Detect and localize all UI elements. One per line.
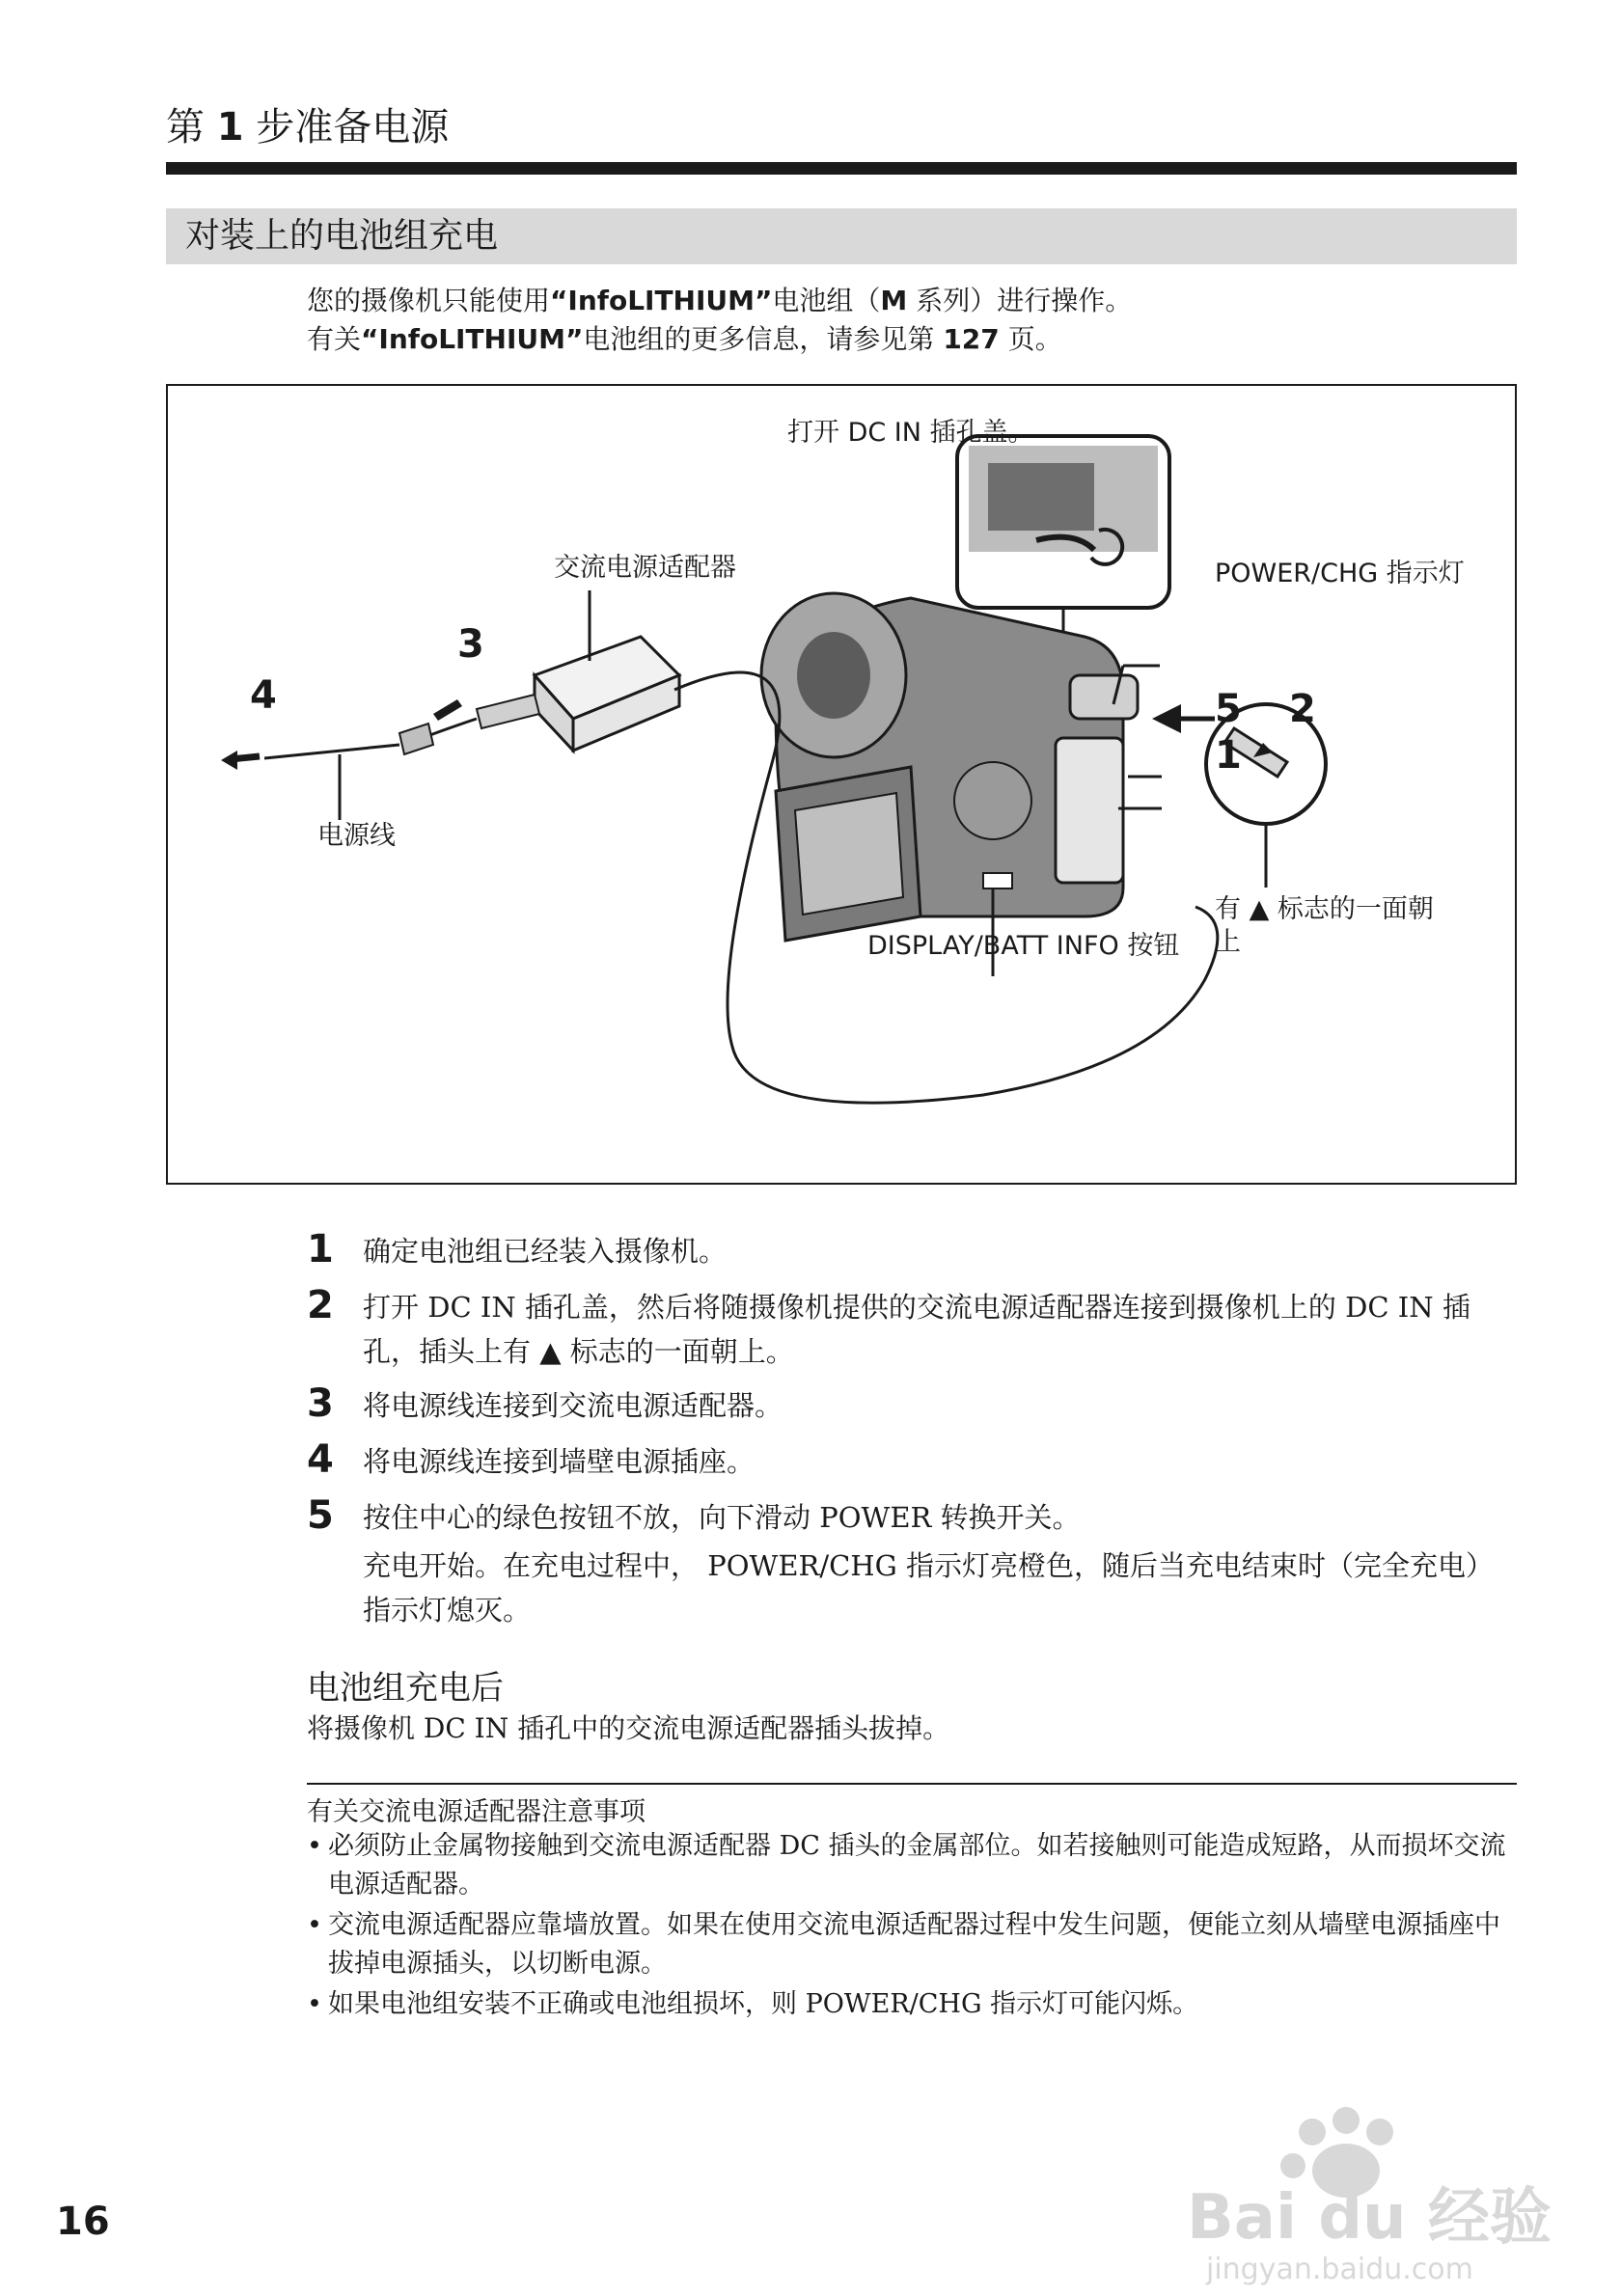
label-mark-up: 有 ▲ 标志的一面朝上 bbox=[1215, 894, 1434, 957]
step-number: 1 bbox=[307, 1227, 334, 1271]
label-power-chg: POWER/CHG 指示灯 bbox=[1215, 559, 1465, 588]
label-ac-adapter: 交流电源适配器 bbox=[554, 553, 736, 583]
section-title: 对装上的电池组充电 bbox=[185, 216, 499, 256]
step-text: 打开 DC IN 插孔盖，然后将随摄像机提供的交流电源适配器连接到摄像机上的 DC IN 插孔，插头上有 ▲ 标志的一面朝上。 bbox=[363, 1291, 1470, 1368]
paw-logo-icon bbox=[1148, 2093, 1553, 2286]
step-number: 2 bbox=[307, 1283, 334, 1327]
step-number: 3 bbox=[307, 1381, 334, 1426]
intro-text: 电池组的更多信息，请参见第 bbox=[583, 323, 935, 355]
step-number: 5 bbox=[307, 1493, 334, 1538]
notes-rule bbox=[307, 1783, 1517, 1785]
intro-text: 系列）进行操作。 bbox=[916, 285, 1133, 316]
watermark-url: jingyan.baidu.com bbox=[1206, 2253, 1473, 2286]
after-charge-heading: 电池组充电后 bbox=[307, 1669, 504, 1708]
header-rule bbox=[166, 162, 1517, 175]
intro-brand: “InfoLITHIUM” bbox=[361, 323, 584, 355]
chapter-text: 步准备电源 bbox=[256, 105, 450, 150]
camcorder-illustration bbox=[761, 593, 1162, 976]
intro-text: 有关 bbox=[307, 323, 362, 355]
intro-text: 您的摄像机只能使用 bbox=[307, 285, 551, 316]
chapter-number: 1 bbox=[216, 105, 244, 150]
connection-diagram bbox=[168, 386, 1515, 1183]
intro-line-1 bbox=[307, 280, 1132, 318]
intro-text: 电池组（ bbox=[772, 285, 881, 316]
note-item: • 必须防止金属物接触到交流电源适配器 DC 插头的金属部位。如若接触则可能造成短路，从而损坏交流电源适配器。 bbox=[307, 1827, 1517, 1904]
label-display-batt-info: DISPLAY/BATT INFO 按钮 bbox=[867, 931, 1180, 961]
intro-brand: “InfoLITHIUM” bbox=[550, 285, 773, 316]
dc-plug-closeup bbox=[1152, 704, 1326, 888]
step-detail: 充电开始。在充电过程中， POWER/CHG 指示灯亮橙色，随后当充电结束时（完全充电）指示灯熄灭。 bbox=[363, 1549, 1494, 1626]
step-text: 将电源线连接到墙壁电源插座。 bbox=[363, 1445, 756, 1478]
label-power-cord: 电源线 bbox=[317, 821, 396, 851]
intro-page-ref: 127 bbox=[943, 323, 1000, 355]
intro-series: M bbox=[880, 285, 908, 316]
note-item: • 如果电池组安装不正确或电池组损坏，则 POWER/CHG 指示灯可能闪烁。 bbox=[307, 1985, 1517, 2024]
figure-box bbox=[166, 384, 1517, 1185]
callout-1: 1 bbox=[1215, 733, 1242, 778]
chapter-title bbox=[166, 96, 449, 151]
intro-line-2 bbox=[307, 318, 1062, 357]
watermark-brand: Bai du 经验 bbox=[1187, 2182, 1552, 2254]
after-charge-text: 将摄像机 DC IN 插孔中的交流电源适配器插头拔掉。 bbox=[307, 1712, 950, 1744]
callout-4: 4 bbox=[250, 673, 277, 718]
step-number: 4 bbox=[307, 1437, 334, 1482]
callout-2: 2 bbox=[1289, 687, 1316, 731]
note-item: • 交流电源适配器应靠墙放置。如果在使用交流电源适配器过程中发生问题，便能立刻从墙壁电源插座中拔掉电源插头，以切断电源。 bbox=[307, 1906, 1517, 1983]
step-text: 按住中心的绿色按钮不放，向下滑动 POWER 转换开关。 bbox=[363, 1501, 1081, 1534]
step-text: 确定电池组已经装入摄像机。 bbox=[363, 1235, 728, 1268]
label-dc-in-cover: 打开 DC IN 插孔盖。 bbox=[787, 418, 1034, 448]
callout-3: 3 bbox=[457, 622, 484, 667]
page-number: 16 bbox=[56, 2200, 110, 2244]
notes-heading: 有关交流电源适配器注意事项 bbox=[307, 1797, 646, 1827]
baidu-watermark bbox=[1148, 2093, 1553, 2286]
step-text: 将电源线连接到交流电源适配器。 bbox=[363, 1389, 783, 1422]
callout-5: 5 bbox=[1215, 687, 1242, 731]
chapter-prefix: 第 bbox=[166, 105, 205, 150]
intro-text: 页。 bbox=[1007, 323, 1062, 355]
